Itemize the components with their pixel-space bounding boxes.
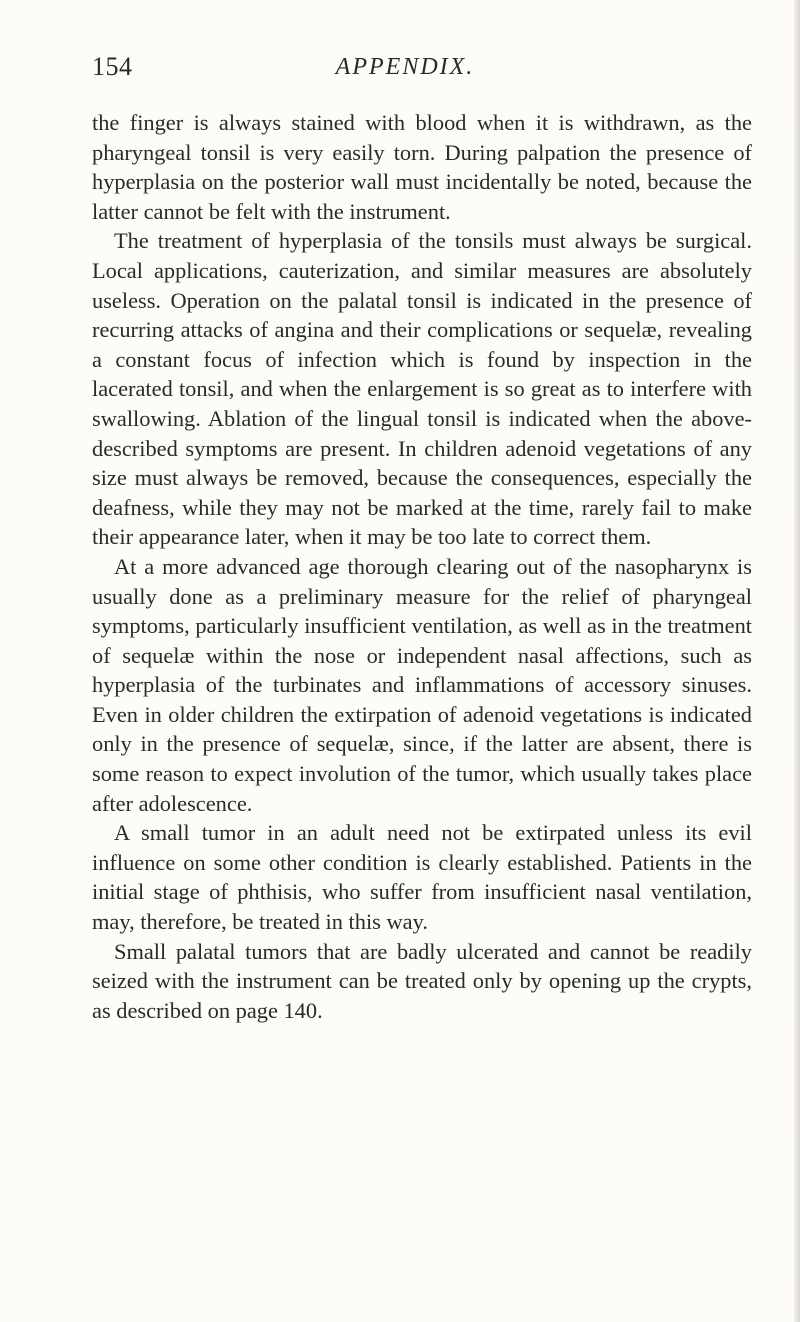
- page-edge-shadow: [794, 0, 800, 1322]
- paragraph-continued: the finger is always stained with blood when it is withdrawn, as the pharyngeal tonsil is very easily torn. During palpation the presence of hyperplasia on the posterior wall must incidentally be noted, because the latter cannot be felt with the instrument.: [92, 110, 752, 224]
- paragraph-treatment: The treatment of hyperplasia of the tonsils must always be surgical. Local applications, cauterization, and similar measures are absolutely useless. Operation on the palatal tonsil is indicated in the presence of recurring attacks of angina and their complications or sequelæ, revealing a constant focus of infection which is found by inspection in the lacerated tonsil, and when the enlargement is so great as to interfere with swallowing. Ablation of the lingual tonsil is indicated when the above-described symptoms are present. In children adenoid vegetations of any size must always be removed, because the consequences, especially the deafness, while they may not be marked at the time, rarely fail to make their appearance later, when it may be too late to correct them.: [92, 228, 752, 550]
- paragraph-palatal-tumors: Small palatal tumors that are badly ulcerated and cannot be readily seized with the instrument can be treated only by opening up the crypts, as described on page 140.: [92, 938, 752, 1023]
- paragraph-adult-tumor: A small tumor in an adult need not be extirpated unless its evil influence on some other condition is clearly established. Patients in the initial stage of phthisis, who suffer from insufficient nasal ventilation, may, therefore, be treated in this way.: [92, 820, 752, 935]
- paragraph-advanced-age: At a more advanced age thorough clearing out of the nasopharynx is usually done as a preliminary measure for the relief of pharyngeal symptoms, particularly insufficient ventilation, as well as in the treatment of sequelæ within the nose or independent nasal affections, such as hyperplasia of the turbinates and inflammations of accessory sinuses. Even in older children the extirpation of adenoid vegetations is indicated only in the presence of sequelæ, since, if the latter are absent, there is some reason to expect involution of the tumor, which usually takes place after adolescence.: [92, 553, 752, 816]
- running-head: APPENDIX.: [335, 54, 475, 80]
- body-text: [92, 108, 752, 1025]
- page-number: 154: [92, 52, 133, 81]
